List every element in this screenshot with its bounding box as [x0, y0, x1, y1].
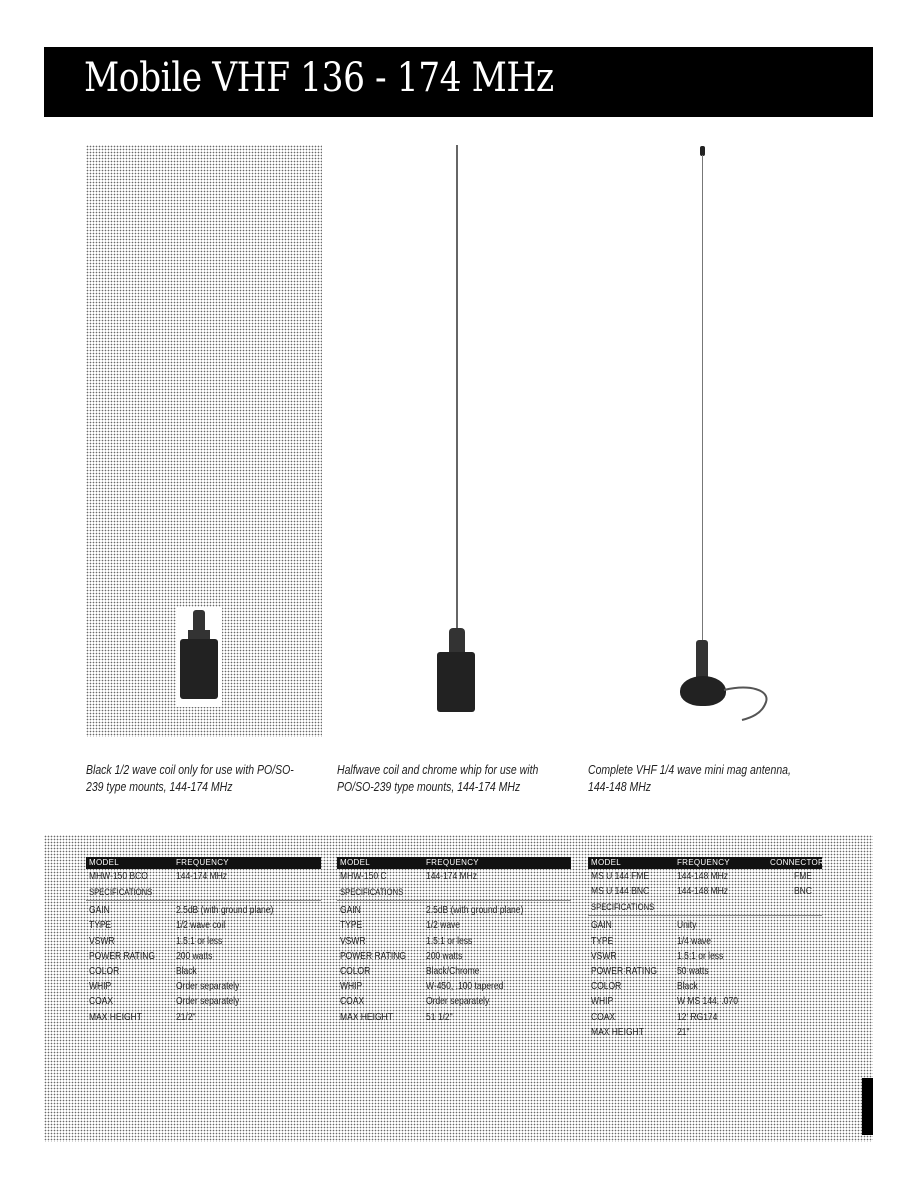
table-row: MAX HEIGHT 21": [591, 1026, 690, 1038]
table-row: WHIP W MS 144, .070: [591, 996, 738, 1008]
table-row: POWER RATING 200 watts: [340, 950, 463, 962]
table-row: TYPE 1/2 wave: [340, 920, 461, 932]
table-row: WHIP W-450, .100 tapered: [340, 981, 504, 993]
coil-body-with-whip: [437, 652, 475, 712]
caption-product-1: Black 1/2 wave coil only for use with PO/SO- 239 type mounts, 144-174 MHz: [86, 763, 294, 794]
table-row-model: MHW-150 BCO 144-174 MHz: [89, 871, 228, 882]
coil-body: [180, 639, 218, 699]
page-title: Mobile VHF 136 - 174 MHz: [84, 55, 554, 101]
spec-table-3: [588, 857, 825, 1040]
spec-table-header: MODEL FREQUENCY CONNECTOR: [588, 857, 822, 869]
spec-table-1: [86, 857, 321, 1025]
table-row: MAX HEIGHT 51 1/2": [340, 1011, 453, 1023]
caption-product-3: Complete VHF 1/4 wave mini mag antenna, 144-148 MHz: [588, 763, 791, 794]
spec-table-2: [337, 857, 571, 1025]
table-row: MAX HEIGHT 21/2": [89, 1011, 196, 1023]
caption-product-2: Halfwave coil and chrome whip for use with PO/SO-239 type mounts, 144-174 MHz: [337, 763, 539, 794]
mag-mount-stem: [696, 640, 708, 680]
table-row: VSWR 1.5:1 or less: [591, 950, 724, 962]
table-row: GAIN Unity: [591, 920, 697, 932]
table-row: GAIN 2.5dB (with ground plane): [89, 905, 274, 917]
table-row: COLOR Black: [89, 965, 197, 977]
table-row: POWER RATING 50 watts: [591, 965, 709, 977]
table-row: COAX Order separately: [89, 996, 240, 1008]
table-row: GAIN 2.5dB (with ground plane): [340, 905, 524, 917]
table-row: WHIP Order separately: [89, 981, 240, 993]
spec-table-header: MODEL FREQUENCY: [337, 857, 571, 869]
spec-table-header: MODEL FREQUENCY: [86, 857, 321, 869]
table-row-model: MS U 144 FME 144-148 MHz FME: [591, 871, 812, 882]
specifications-heading: SPECIFICATIONS: [588, 899, 822, 916]
coil-neck: [449, 628, 465, 654]
coax-cable: [720, 680, 780, 730]
table-row: COLOR Black/Chrome: [340, 965, 480, 977]
table-row: POWER RATING 200 watts: [89, 950, 213, 962]
table-row-model: MHW-150 C 144-174 MHz: [340, 871, 478, 882]
mag-whip: [702, 155, 704, 645]
table-row: COLOR Black: [591, 981, 698, 993]
product-photo-coil: [86, 145, 322, 737]
table-row: COAX 12' RG174: [591, 1011, 718, 1023]
specifications-heading: SPECIFICATIONS: [86, 884, 321, 901]
specifications-heading: SPECIFICATIONS: [337, 884, 571, 901]
coil-tip: [193, 610, 205, 632]
header-bar: [44, 47, 873, 117]
chrome-whip: [456, 145, 458, 635]
page-edge-tab: [862, 1078, 873, 1135]
table-row: VSWR 1.5:1 or less: [340, 935, 473, 947]
table-row: TYPE 1/4 wave: [591, 935, 712, 947]
table-row: COAX Order separately: [340, 996, 490, 1008]
table-row: VSWR 1.5:1 or less: [89, 935, 223, 947]
table-row-model: MS U 144 BNC 144-148 MHz BNC: [591, 886, 812, 898]
table-row: TYPE 1/2 wave coil: [89, 920, 226, 932]
